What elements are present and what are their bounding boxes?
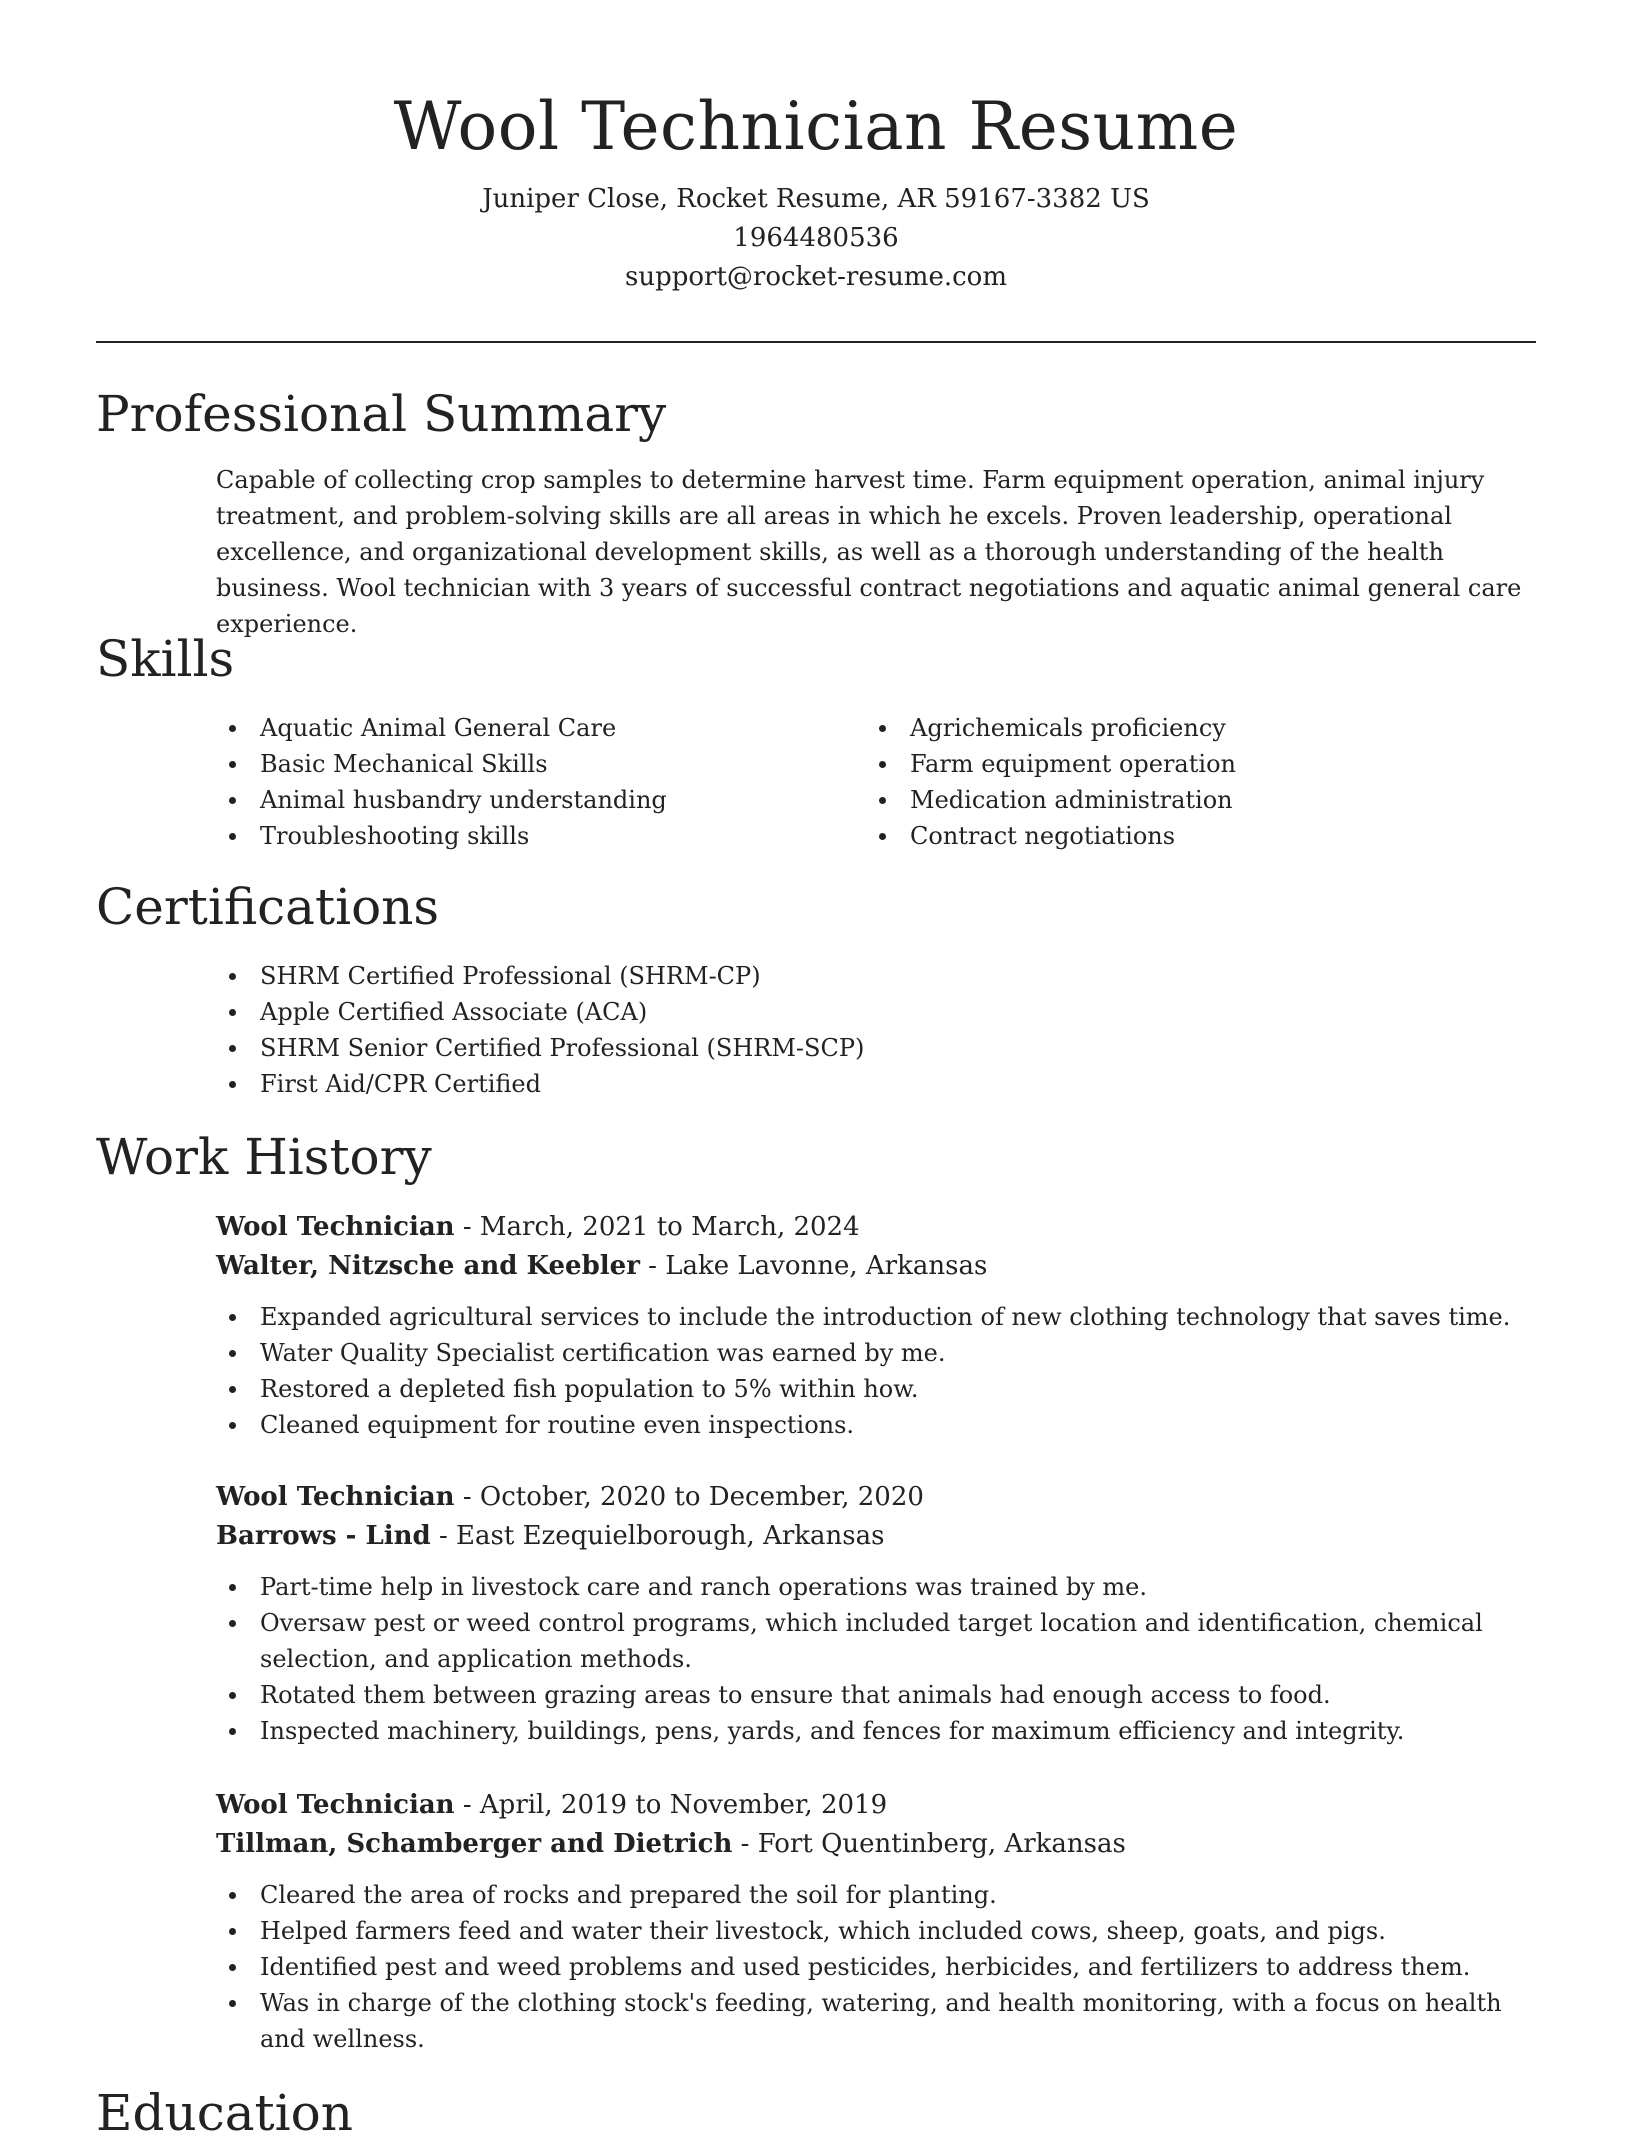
skill-item: Basic Mechanical Skills bbox=[216, 746, 856, 782]
job-bullets bbox=[216, 1569, 1536, 1749]
skill-item: Contract negotiations bbox=[866, 818, 1506, 854]
job-bullet: Restored a depleted fish population to 5% within how. bbox=[216, 1371, 1536, 1407]
job-bullet: Part-time help in livestock care and ranch operations was trained by me. bbox=[216, 1569, 1536, 1605]
contact-address: Juniper Close, Rocket Resume, AR 59167-3382 US bbox=[482, 184, 1150, 214]
summary-paragraph: Capable of collecting crop samples to determine harvest time. Farm equipment operation, animal injury treatment, and problem-solving skills are all areas in which he excels. Proven leadership, operational excellence, and organizational development skills, as well as a thorough understanding of the health business. Wool technician with 3 years of successful contract negotiations and aquatic animal general care experience. bbox=[216, 466, 1522, 638]
job-bullet: Identified pest and weed problems and used pesticides, herbicides, and fertilizers to address them. bbox=[216, 1949, 1536, 1985]
job-bullets bbox=[216, 1299, 1536, 1443]
job-dates: - October, 2020 to December, 2020 bbox=[454, 1482, 924, 1512]
job-company-line bbox=[216, 1517, 1536, 1556]
job-bullet: Expanded agricultural services to include the introduction of new clothing technology that saves time. bbox=[216, 1299, 1536, 1335]
skill-item: Animal husbandry understanding bbox=[216, 782, 856, 818]
job-dates: - March, 2021 to March, 2024 bbox=[454, 1212, 860, 1242]
header-divider bbox=[96, 341, 1536, 343]
section-title-summary: Professional Summary bbox=[96, 385, 667, 443]
skills-list-left bbox=[216, 710, 856, 854]
job-title-line bbox=[216, 1478, 1536, 1517]
skills-list-right bbox=[866, 710, 1506, 854]
job-location: - Lake Lavonne, Arkansas bbox=[639, 1251, 988, 1281]
certification-item: SHRM Senior Certified Professional (SHRM-SCP) bbox=[216, 1030, 1516, 1066]
skill-item: Farm equipment operation bbox=[866, 746, 1506, 782]
job-title-line bbox=[216, 1786, 1536, 1825]
section-title-education: Education bbox=[96, 2084, 353, 2142]
job-title-line bbox=[216, 1208, 1536, 1247]
job-bullet: Helped farmers feed and water their livestock, which included cows, sheep, goats, and pigs. bbox=[216, 1913, 1536, 1949]
job-company: Walter, Nitzsche and Keebler bbox=[216, 1251, 640, 1281]
job-bullet: Cleaned equipment for routine even inspections. bbox=[216, 1407, 1536, 1443]
skill-item: Aquatic Animal General Care bbox=[216, 710, 856, 746]
job-bullet: Rotated them between grazing areas to ensure that animals had enough access to food. bbox=[216, 1677, 1536, 1713]
job-company: Tillman, Schamberger and Dietrich bbox=[216, 1829, 733, 1859]
certification-item: SHRM Certified Professional (SHRM-CP) bbox=[216, 958, 1516, 994]
certifications-list bbox=[216, 958, 1516, 1102]
job-dates: - April, 2019 to November, 2019 bbox=[454, 1790, 888, 1820]
job-company: Barrows - Lind bbox=[216, 1521, 431, 1551]
job-location: - Fort Quentinberg, Arkansas bbox=[732, 1829, 1126, 1859]
skill-item: Troubleshooting skills bbox=[216, 818, 856, 854]
job-bullet: Cleared the area of rocks and prepared the soil for planting. bbox=[216, 1877, 1536, 1913]
section-title-skills: Skills bbox=[96, 630, 235, 688]
contact-email: support@rocket-resume.com bbox=[624, 262, 1007, 292]
job-role: Wool Technician bbox=[216, 1790, 455, 1820]
skill-item: Agrichemicals proficiency bbox=[866, 710, 1506, 746]
job-entry bbox=[216, 1786, 1536, 2057]
job-bullet: Was in charge of the clothing stock's feeding, watering, and health monitoring, with a focus on health and wellness. bbox=[216, 1985, 1536, 2057]
job-entry bbox=[216, 1208, 1536, 1443]
section-title-certifications: Certifications bbox=[96, 878, 440, 936]
section-title-work-history: Work History bbox=[96, 1128, 432, 1186]
job-location: - East Ezequielborough, Arkansas bbox=[430, 1521, 885, 1551]
certification-item: Apple Certified Associate (ACA) bbox=[216, 994, 1516, 1030]
job-company-line bbox=[216, 1247, 1536, 1286]
resume-title: Wool Technician Resume bbox=[393, 88, 1239, 165]
job-bullets bbox=[216, 1877, 1536, 2057]
job-company-line bbox=[216, 1825, 1536, 1864]
contact-phone: 1964480536 bbox=[733, 223, 899, 253]
skill-item: Medication administration bbox=[866, 782, 1506, 818]
job-bullet: Water Quality Specialist certification was earned by me. bbox=[216, 1335, 1536, 1371]
job-bullet: Inspected machinery, buildings, pens, yards, and fences for maximum efficiency and integrity. bbox=[216, 1713, 1536, 1749]
certification-item: First Aid/CPR Certified bbox=[216, 1066, 1516, 1102]
job-role: Wool Technician bbox=[216, 1482, 455, 1512]
job-entry bbox=[216, 1478, 1536, 1749]
job-role: Wool Technician bbox=[216, 1212, 455, 1242]
resume-header bbox=[96, 82, 1536, 297]
job-bullet: Oversaw pest or weed control programs, which included target location and identification, chemical selection, and application methods. bbox=[216, 1605, 1536, 1677]
